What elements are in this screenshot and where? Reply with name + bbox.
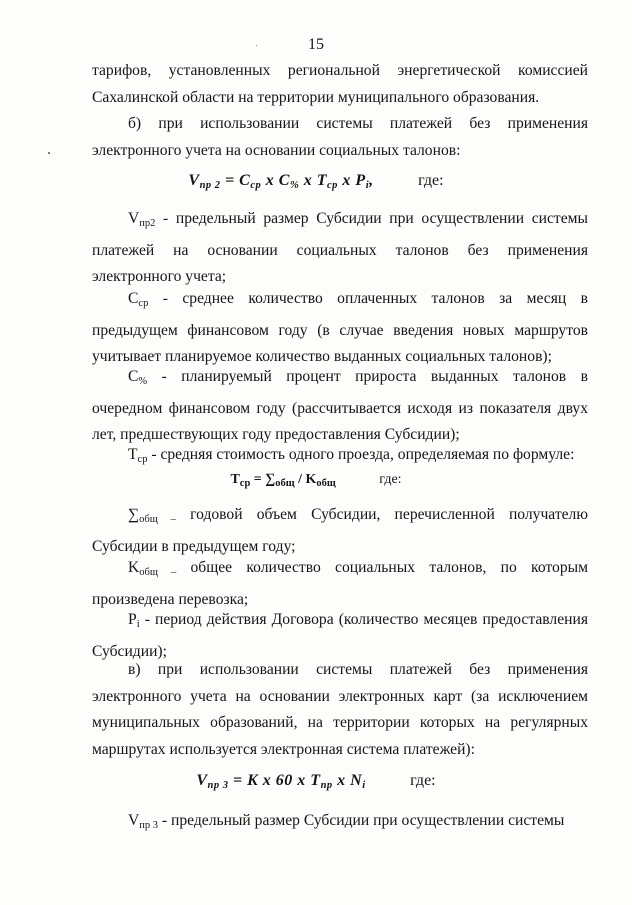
definition-sum: $\sum_{общ -}$ годовой объем Субсидии, перечисленной получателю Субсидии в предыдущем году; [92,506,588,555]
definition-k: $K_{общ -}$ общее количество социальных талонов, по которым произведена перевозка; [92,559,588,608]
paragraph-v: в) при использовании системы платежей без применения электронного учета на основании электронных карт (за исключением муниципальных образований, на территории которых на регулярных маршрутах используется электронная система платежей): [92,661,588,758]
scan-speck [48,152,50,154]
formula-tsr: $T_{ср} = \sum_{общ} / K_{общ}$ где: [230,472,402,489]
definition-vpr2: $V_{пр2}$ - предельный размер Субсидии при осуществлении системы платежей на основании социальных талонов без применения электронного учета; [92,210,588,285]
paragraph-intro: тарифов, установленных региональной энергетической комиссией Сахалинской области на территории муниципального образования. [92,62,588,106]
formula-vpr3: $V_{пр 3} = K$ x 60 x $T_{пр}$ x $N_i$ где: [196,772,436,791]
page-number: 15 [308,36,324,53]
definition-csr: $C_{ср}$ - среднее количество оплаченных талонов за месяц в предыдущем финансовом году (в случае введения новых маршрутов учитывает планируемое количество выданных социальных талонов); [92,290,588,365]
definition-vpr3: $V_{пр 3}$ - предельный размер Субсидии при осуществлении системы [128,812,565,831]
definition-tsr: $T_{ср}$ - средняя стоимость одного проезда, определяемая по формуле: [128,446,575,465]
definition-c-percent: $C_{\%}$ - планируемый процент прироста выданных талонов в очередном финансовом году (рассчитывается исходя из показателя двух лет, предшествующих году предоставления Субсидии); [92,368,588,443]
formula-vpr2: $V_{пр 2} = C_{ср}$ x $C_{\%}$ x $T_{ср}$ x $P_i$, где: [188,172,444,191]
definition-p: $P_i$ - период действия Договора (количество месяцев предоставления Субсидии); [92,611,588,660]
paragraph-b: б) при использовании системы платежей без применения электронного учета на основании социальных талонов: [92,115,588,159]
scan-speck [256,45,257,46]
